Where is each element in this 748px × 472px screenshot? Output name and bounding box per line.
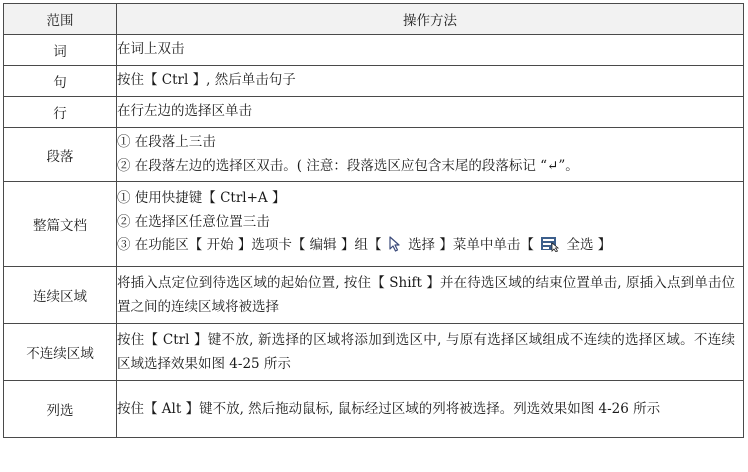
row-scope: 列选 <box>4 381 117 438</box>
header-method: 操作方法 <box>117 4 744 35</box>
method-text: 按住【 Ctrl 】, 然后单击句子 <box>117 72 296 89</box>
table-header-row <box>4 4 744 35</box>
method-line: ① 使用快捷键【 Ctrl+A 】 <box>117 190 286 207</box>
row-scope: 词 <box>4 35 117 66</box>
row-method <box>117 182 744 267</box>
table-row <box>4 324 744 381</box>
row-method <box>117 381 744 438</box>
select-cursor-icon <box>388 236 402 261</box>
table-row <box>4 128 744 182</box>
method-line: ② 在段落左边的选择区双击。( 注意：段落选区应包含末尾的段落标记 “↵”。 <box>117 157 579 174</box>
row-scope: 段落 <box>4 128 117 182</box>
method-text: 在词上双击 <box>117 41 185 58</box>
method-text: 按住【 Alt 】键不放, 然后拖动鼠标, 鼠标经过区域的列将被选择。列选效果如图 4-26 所示 <box>117 401 661 417</box>
selection-methods-table <box>3 3 744 438</box>
table-row <box>4 66 744 97</box>
method-line: ① 在段落上三击 <box>117 134 216 150</box>
table-row <box>4 182 744 267</box>
table-row <box>4 35 744 66</box>
method-line: ② 在选择区任意位置三击 <box>117 213 270 230</box>
row-scope: 不连续区域 <box>4 324 117 381</box>
row-scope: 行 <box>4 97 117 128</box>
method-line-part: 全选 】 <box>566 237 612 254</box>
method-line-part: 选择 】菜单中单击【 <box>408 237 534 254</box>
row-scope: 连续区域 <box>4 267 117 324</box>
select-all-icon <box>540 236 560 261</box>
method-text: 按住【 Ctrl 】键不放, 新选择的区域将添加到选区中, 与原有选择区域组成不连续的选择区域。不连续区域选择效果如图 4-25 所示 <box>117 332 735 372</box>
row-method <box>117 35 744 66</box>
method-text: 将插入点定位到待选区域的起始位置, 按住【 Shift 】并在待选区域的结束位置单击, 原插入点到单击位置之间的连续区域将被选择 <box>117 275 735 315</box>
row-method <box>117 128 744 182</box>
method-text: 在行左边的选择区单击 <box>117 103 252 120</box>
table-row <box>4 267 744 324</box>
row-method <box>117 267 744 324</box>
method-line-part: ③ 在功能区【 开始 】选项卡【 编辑 】组【 <box>117 237 382 254</box>
row-scope: 句 <box>4 66 117 97</box>
row-method <box>117 324 744 381</box>
header-scope: 范围 <box>4 4 117 35</box>
method-line <box>117 234 743 261</box>
row-scope: 整篇文档 <box>4 182 117 267</box>
table-row <box>4 97 744 128</box>
row-method <box>117 97 744 128</box>
table-row <box>4 381 744 438</box>
row-method <box>117 66 744 97</box>
